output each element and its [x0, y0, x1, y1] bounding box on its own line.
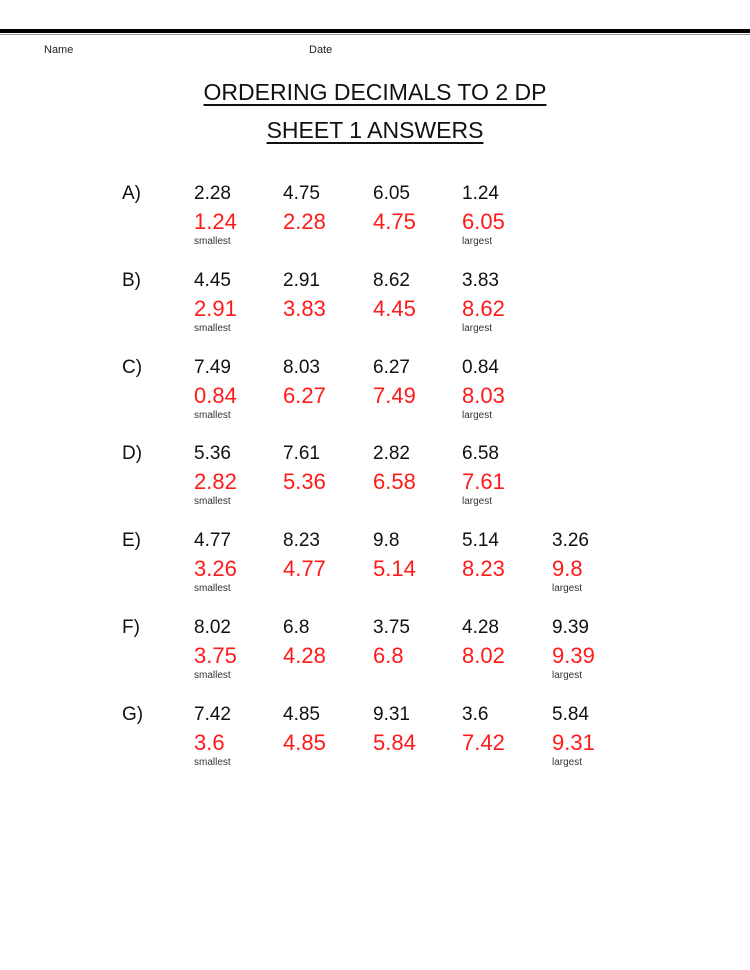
given-number: 4.75	[283, 183, 320, 204]
column-2	[283, 704, 373, 756]
answer-number: 8.62	[462, 296, 505, 321]
given-number: 5.36	[194, 443, 231, 464]
given-number: 3.26	[552, 530, 589, 551]
largest-label: largest	[462, 236, 493, 247]
column-3	[373, 183, 463, 235]
column-2	[283, 617, 373, 669]
problem-f	[0, 617, 750, 697]
answer-number: 4.85	[283, 730, 326, 755]
smallest-label: smallest	[194, 410, 231, 421]
problem-letter: G)	[122, 704, 144, 725]
answer-number: 1.24	[194, 209, 237, 234]
given-number: 2.91	[283, 270, 320, 291]
column-4	[462, 270, 552, 335]
answer-number: 8.23	[462, 556, 505, 581]
given-number: 1.24	[462, 183, 499, 204]
smallest-label: smallest	[194, 583, 231, 594]
answer-number: 7.42	[462, 730, 505, 755]
title-line-2: SHEET 1 ANSWERS	[266, 117, 484, 143]
answer-number: 6.05	[462, 209, 505, 234]
answer-number: 9.39	[552, 643, 595, 668]
column-5	[552, 530, 642, 595]
column-5	[552, 617, 642, 682]
column-3	[373, 270, 463, 322]
largest-label: largest	[552, 583, 583, 594]
answer-number: 4.77	[283, 556, 326, 581]
column-3	[373, 617, 463, 669]
title-line-1: ORDERING DECIMALS TO 2 DP	[203, 79, 547, 105]
top-border-rule-thin	[0, 34, 750, 35]
problem-letter: D)	[122, 443, 143, 464]
answer-number: 6.8	[373, 643, 404, 668]
given-number: 6.8	[283, 617, 310, 638]
answer-number: 3.6	[194, 730, 225, 755]
column-2	[283, 183, 373, 235]
smallest-label: smallest	[194, 323, 231, 334]
given-number: 8.62	[373, 270, 410, 291]
column-1	[194, 270, 284, 335]
answer-number: 2.28	[283, 209, 326, 234]
given-number: 3.75	[373, 617, 410, 638]
given-number: 9.39	[552, 617, 589, 638]
answer-number: 6.58	[373, 469, 416, 494]
given-number: 6.05	[373, 183, 410, 204]
column-1	[194, 357, 284, 422]
given-number: 7.61	[283, 443, 320, 464]
column-2	[283, 443, 373, 495]
given-number: 5.84	[552, 704, 589, 725]
column-2	[283, 357, 373, 409]
answer-number: 4.45	[373, 296, 416, 321]
given-number: 2.28	[194, 183, 231, 204]
answer-number: 9.8	[552, 556, 583, 581]
column-1	[194, 704, 284, 769]
problem-d	[0, 443, 750, 523]
largest-label: largest	[552, 670, 583, 681]
date-label: Date	[309, 44, 333, 56]
answer-number: 8.02	[462, 643, 505, 668]
column-3	[373, 443, 463, 495]
answer-number: 7.61	[462, 469, 505, 494]
given-number: 0.84	[462, 357, 499, 378]
answer-number: 3.75	[194, 643, 237, 668]
column-4	[462, 183, 552, 248]
column-3	[373, 530, 463, 582]
given-number: 3.83	[462, 270, 499, 291]
problem-b	[0, 270, 750, 350]
column-4	[462, 617, 552, 669]
answer-number: 4.75	[373, 209, 416, 234]
smallest-label: smallest	[194, 757, 231, 768]
answer-number: 3.83	[283, 296, 326, 321]
smallest-label: smallest	[194, 236, 231, 247]
problem-letter: C)	[122, 357, 143, 378]
given-number: 7.49	[194, 357, 231, 378]
given-number: 9.8	[373, 530, 400, 551]
worksheet-title	[0, 79, 750, 106]
problem-c	[0, 357, 750, 437]
given-number: 6.27	[373, 357, 410, 378]
answer-number: 0.84	[194, 383, 237, 408]
problem-letter: E)	[122, 530, 141, 551]
answer-number: 5.36	[283, 469, 326, 494]
column-4	[462, 704, 552, 756]
column-1	[194, 443, 284, 508]
given-number: 9.31	[373, 704, 410, 725]
largest-label: largest	[462, 496, 493, 507]
given-number: 2.82	[373, 443, 410, 464]
smallest-label: smallest	[194, 496, 231, 507]
column-1	[194, 183, 284, 248]
answer-number: 6.27	[283, 383, 326, 408]
column-4	[462, 530, 552, 582]
answer-number: 5.84	[373, 730, 416, 755]
answer-number: 2.91	[194, 296, 237, 321]
answer-number: 3.26	[194, 556, 237, 581]
given-number: 8.03	[283, 357, 320, 378]
given-number: 3.6	[462, 704, 489, 725]
answer-number: 2.82	[194, 469, 237, 494]
worksheet-subtitle	[0, 117, 750, 144]
largest-label: largest	[462, 410, 493, 421]
column-3	[373, 704, 463, 756]
column-4	[462, 357, 552, 422]
given-number: 8.23	[283, 530, 320, 551]
column-2	[283, 530, 373, 582]
given-number: 8.02	[194, 617, 231, 638]
answer-number: 4.28	[283, 643, 326, 668]
name-label: Name	[44, 44, 74, 56]
problem-g	[0, 704, 750, 784]
column-5	[552, 704, 642, 769]
column-2	[283, 270, 373, 322]
problem-letter: F)	[122, 617, 140, 638]
answer-number: 7.49	[373, 383, 416, 408]
given-number: 4.45	[194, 270, 231, 291]
column-1	[194, 530, 284, 595]
problem-a	[0, 183, 750, 263]
largest-label: largest	[462, 323, 493, 334]
problem-letter: B)	[122, 270, 141, 291]
largest-label: largest	[552, 757, 583, 768]
given-number: 4.28	[462, 617, 499, 638]
column-4	[462, 443, 552, 508]
answer-number: 5.14	[373, 556, 416, 581]
smallest-label: smallest	[194, 670, 231, 681]
answer-number: 8.03	[462, 383, 505, 408]
given-number: 5.14	[462, 530, 499, 551]
column-1	[194, 617, 284, 682]
given-number: 4.85	[283, 704, 320, 725]
problem-e	[0, 530, 750, 610]
column-3	[373, 357, 463, 409]
top-border-rule	[0, 29, 750, 33]
given-number: 4.77	[194, 530, 231, 551]
answer-number: 9.31	[552, 730, 595, 755]
given-number: 6.58	[462, 443, 499, 464]
problem-letter: A)	[122, 183, 141, 204]
given-number: 7.42	[194, 704, 231, 725]
